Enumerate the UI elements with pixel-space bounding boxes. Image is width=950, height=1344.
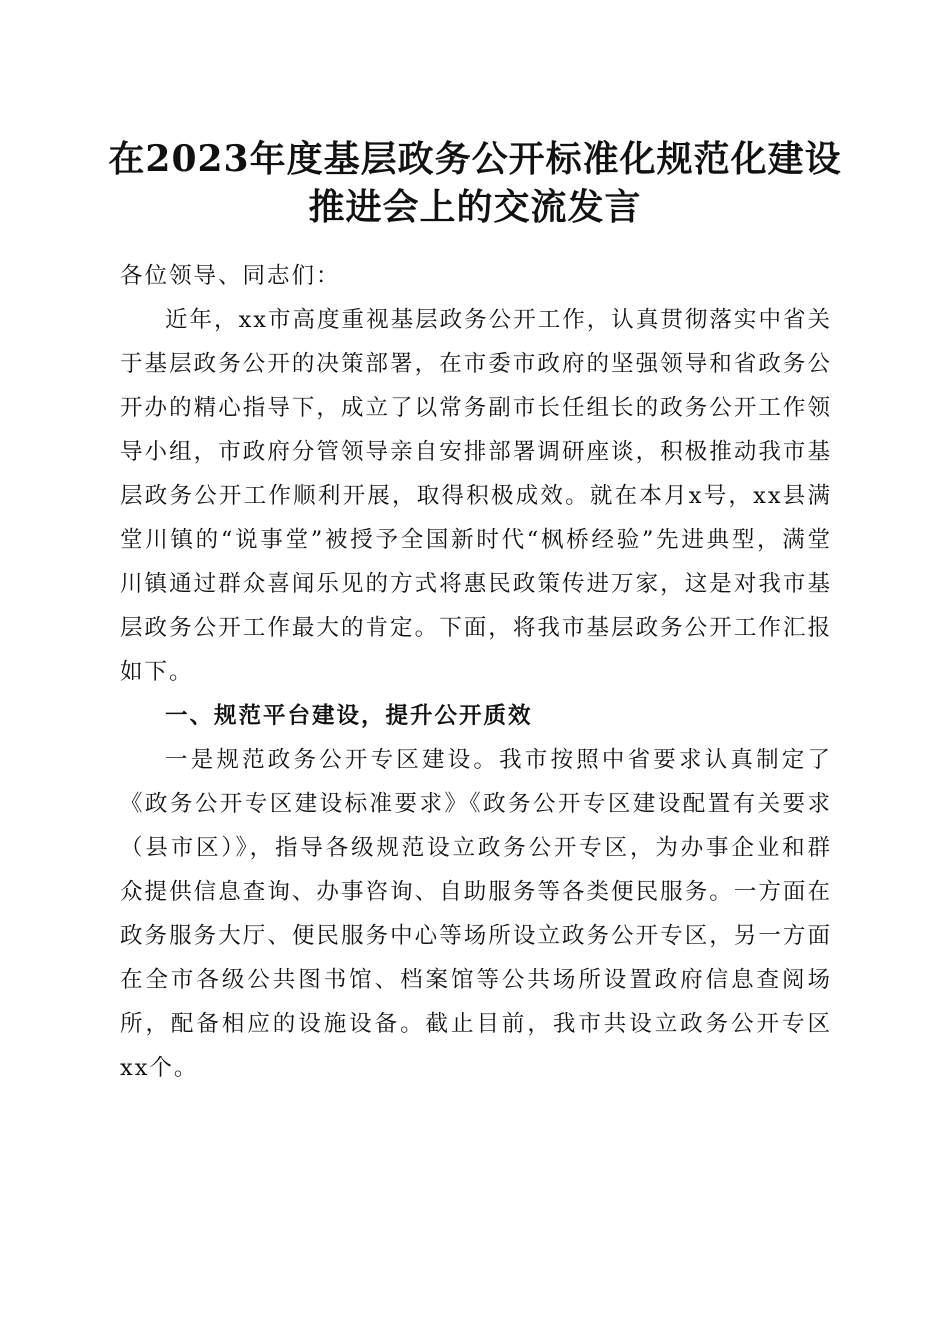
document-body xyxy=(120,254,832,1090)
section-heading: 一、规范平台建设，提升公开质效 xyxy=(165,703,533,729)
title-line-1: 在2023年度基层政务公开标准化规范化建设 xyxy=(108,138,842,180)
title-line-2: 推进会上的交流发言 xyxy=(308,186,642,228)
paragraph-platform: 一是规范政务公开专区建设。我市按照中省要求认真制定了《政务公开专区建设标准要求》《政务公开专区建设配置有关要求（县市区）》，指导各级规范设立政务公开专区，为办事企业和群众提供信息查询、办事咨询、自助服务等各类便民服务。一方面在政务服务大厅、便民服务中心等场所设立政务公开专区，另一方面在全市各级公共图书馆、档案馆等公共场所设置政府信息查阅场所，配备相应的设施设备。截止目前，我市共设立政务公开专区xx个。 xyxy=(120,747,832,1081)
paragraph-intro: 近年，xx市高度重视基层政务公开工作，认真贯彻落实中省关于基层政务公开的决策部署，在市委市政府的坚强领导和省政务公开办的精心指导下，成立了以常务副市长任组长的政务公开工作领导小组，市政府分管领导亲自安排部署调研座谈，积极推动我市基层政务公开工作顺利开展，取得积极成效。就在本月x号，xx县满堂川镇的“说事堂”被授予全国新时代“枫桥经验”先进典型，满堂川镇通过群众喜闻乐见的方式将惠民政策传进万家，这是对我市基层政务公开工作最大的肯定。下面，将我市基层政务公开工作汇报如下。 xyxy=(120,307,832,685)
document-title xyxy=(0,135,950,231)
salutation: 各位领导、同志们： xyxy=(120,263,341,289)
